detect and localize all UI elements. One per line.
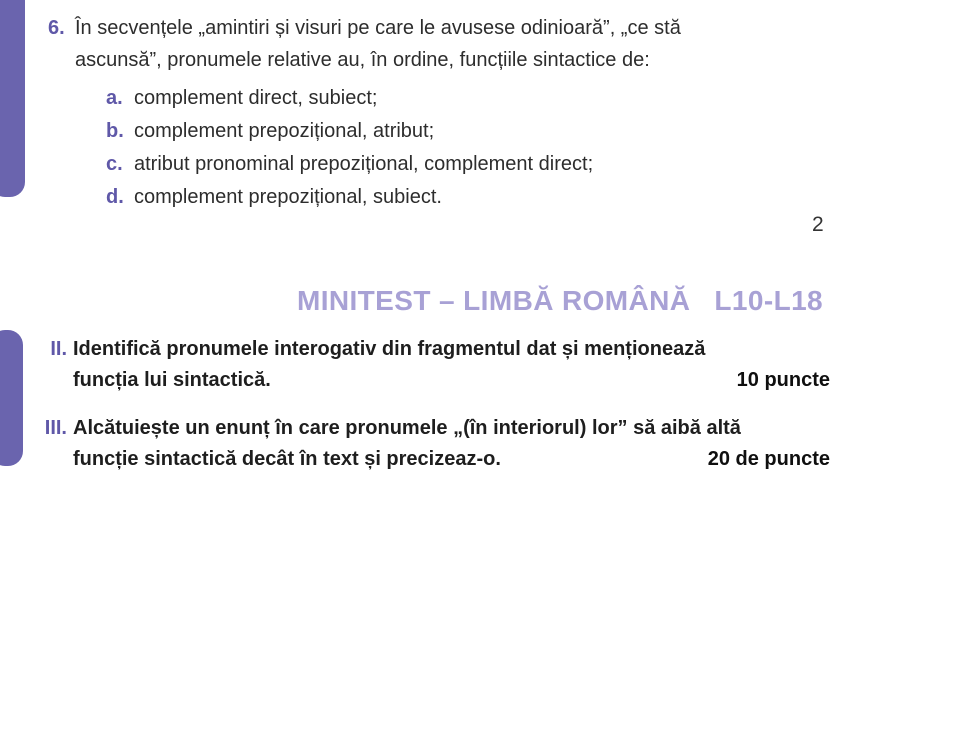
item-text-line: funcția lui sintactică. — [73, 369, 271, 391]
item-roman-numeral: II. — [50, 338, 67, 360]
option-text: complement prepozițional, atribut; — [134, 120, 435, 142]
minitest-heading-title: MINITEST – LIMBĂ ROMÂNĂ — [296, 285, 691, 316]
answer-option-b[interactable] — [106, 115, 860, 148]
answer-options — [106, 82, 860, 214]
question-text-line: În secvențele „amintiri și visuri pe care le avusese odinioară”, „ce stă — [75, 17, 681, 39]
question-6-statement — [48, 12, 860, 76]
option-letter: b. — [106, 120, 124, 142]
question-text — [75, 12, 860, 76]
item-text — [73, 413, 830, 475]
minitest-lessons-range: L10-L18 — [714, 285, 824, 316]
item-points: 20 de puncte — [707, 448, 830, 470]
item-text-line: Identifică pronumele interogativ din fragmentul dat și menționează — [73, 338, 706, 360]
item-roman-numeral: III. — [44, 417, 67, 439]
section-accent-bar-minitest — [0, 330, 23, 466]
option-text: atribut pronominal prepozițional, complement direct; — [134, 153, 594, 175]
minitest-heading — [150, 284, 970, 318]
page-number: 2 — [812, 213, 824, 236]
item-text-line: Alcătuiește un enunț în care pronumele „(în interiorul) lor” să aibă altă — [73, 417, 741, 439]
option-letter: a. — [106, 87, 123, 109]
option-text: complement prepozițional, subiect. — [134, 186, 442, 208]
item-points: 10 puncte — [736, 369, 830, 391]
question-6 — [48, 12, 860, 214]
answer-option-c[interactable] — [106, 148, 860, 181]
item-text-line: funcție sintactică decât în text și precizeaz-o. — [73, 448, 501, 470]
item-text — [73, 334, 830, 396]
question-text-line: ascunsă”, pronumele relative au, în ordine, funcțiile sintactice de: — [75, 49, 650, 71]
option-letter: d. — [106, 186, 124, 208]
option-text: complement direct, subiect; — [134, 87, 378, 109]
answer-option-d[interactable] — [106, 181, 860, 214]
minitest-item-2 — [27, 334, 830, 396]
question-number: 6. — [48, 17, 65, 39]
answer-option-a[interactable] — [106, 82, 860, 115]
minitest-item-3 — [27, 413, 830, 475]
option-letter: c. — [106, 153, 123, 175]
minitest-items — [27, 334, 830, 475]
section-accent-bar-top — [0, 0, 25, 197]
